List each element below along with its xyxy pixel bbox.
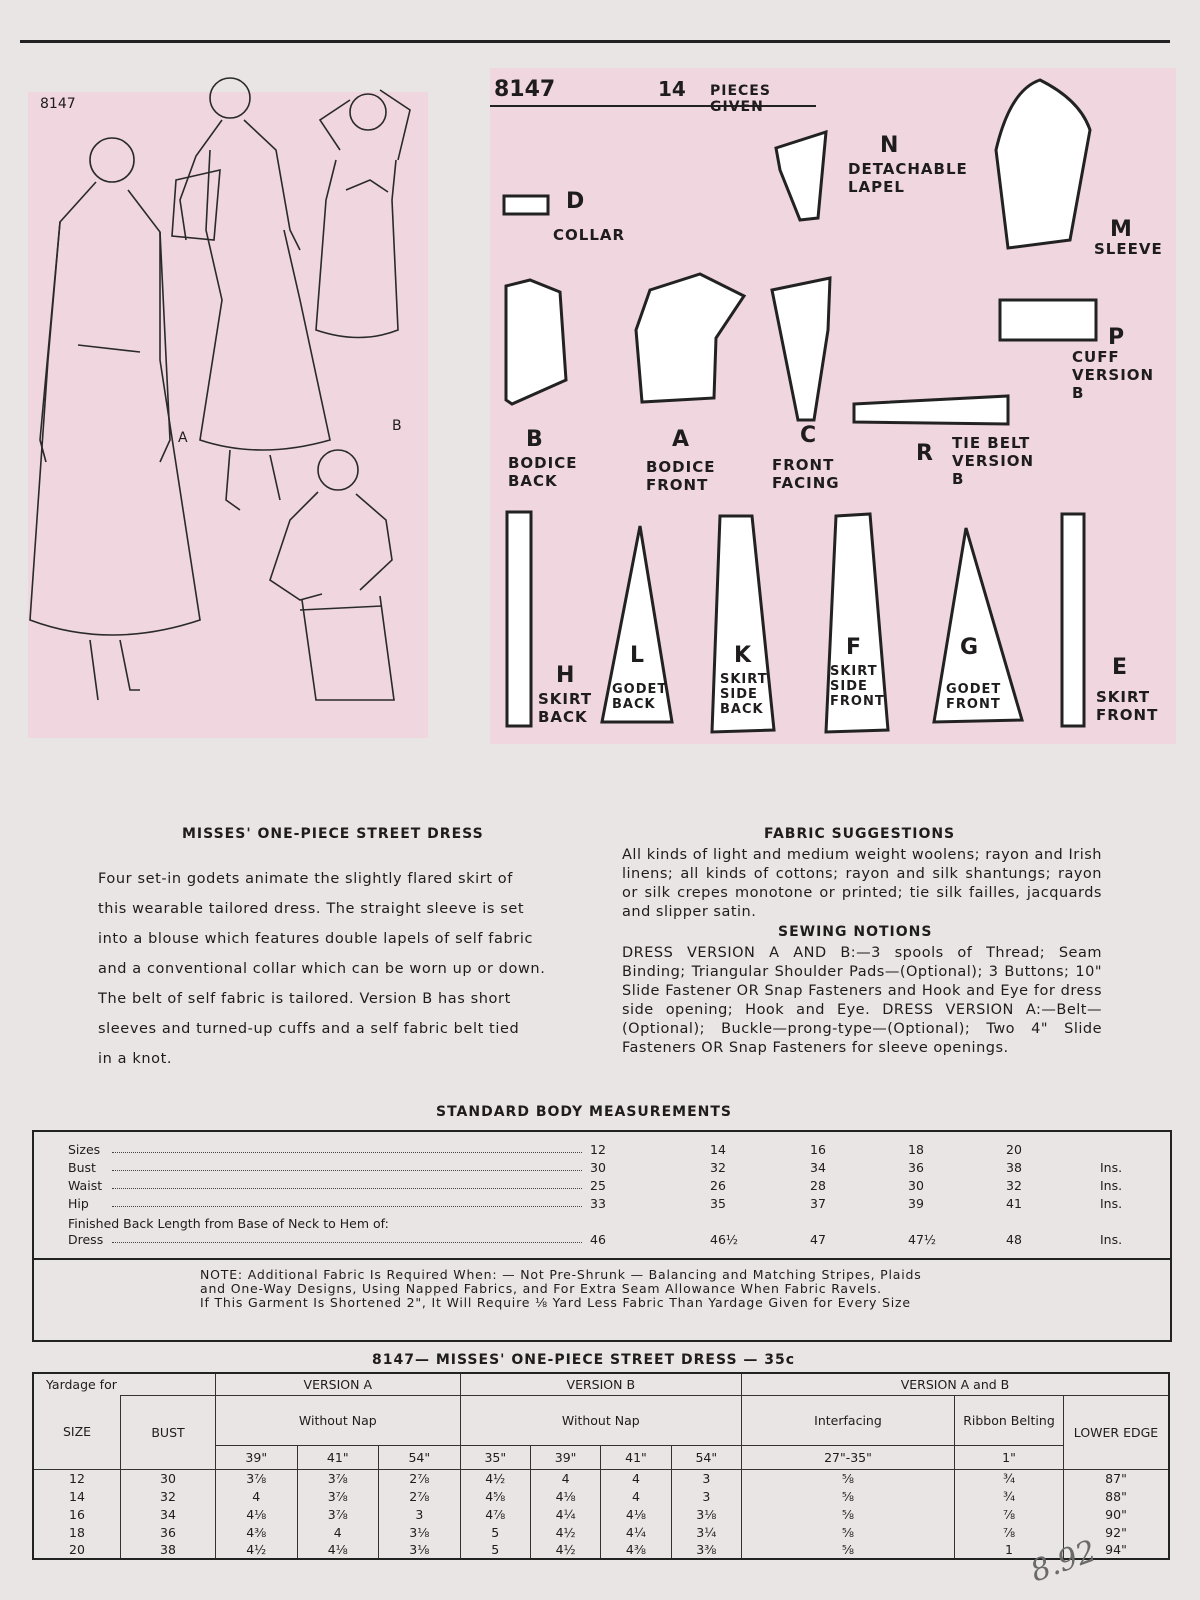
measurements-box [32, 1130, 1172, 1342]
measurement-row [68, 1196, 1148, 1214]
yardage-bust: 38 [121, 1541, 216, 1559]
yardage-version-a-value: 3⅛ [379, 1541, 461, 1559]
width-interfacing: 27"-35" [741, 1445, 954, 1469]
measurement-label: Waist [68, 1178, 103, 1193]
measurement-value: 37 [810, 1196, 826, 1211]
width-b-39: 39" [530, 1445, 600, 1469]
yardage-version-b-value: 3 [671, 1469, 741, 1487]
yardage-version-a-value: 3⅛ [379, 1523, 461, 1541]
size-header: SIZE [33, 1395, 121, 1469]
yardage-interfacing: ⅝ [741, 1541, 954, 1559]
yardage-version-b-value: 4 [530, 1469, 600, 1487]
measurement-value: 47½ [908, 1232, 937, 1247]
pattern-pieces-diagram [0, 0, 1200, 760]
measurement-unit: Ins. [1100, 1232, 1123, 1247]
yardage-title: 8147— MISSES' ONE-PIECE STREET DRESS — 35c [372, 1352, 796, 1368]
yardage-bust: 32 [121, 1487, 216, 1505]
yardage-version-b-value: 4 [601, 1469, 671, 1487]
piece-l-letter: L [630, 643, 646, 668]
yardage-version-a-value: 3⅞ [297, 1505, 379, 1523]
piece-b-letter: B [526, 427, 544, 452]
measurement-row [68, 1232, 1148, 1250]
note-line: NOTE: Additional Fabric Is Required When: — Not Pre-Shrunk — Balancing and Matching Stripes, Plaids [200, 1267, 922, 1282]
notions-title: SEWING NOTIONS [778, 924, 933, 940]
yardage-version-a-value: 2⅞ [379, 1487, 461, 1505]
finished-length-label: Finished Back Length from Base of Neck to Hem of: [68, 1216, 389, 1231]
piece-d-name: COLLAR [553, 226, 626, 244]
description-line: into a blouse which features double lapels of self fabric [98, 931, 534, 947]
fabric-text: All kinds of light and medium weight woolens; rayon and Irish linens; all kinds of cottons; rayon and silk shantungs; rayon or silk crepes monotone or printed; tie silk failles, jacquards and slipper satin. [622, 847, 1102, 920]
measurement-value: 20 [1006, 1142, 1022, 1157]
measurements-note [200, 1268, 1100, 1310]
measurement-row [68, 1178, 1148, 1196]
measurement-value: 32 [1006, 1178, 1022, 1193]
measurement-unit: Ins. [1100, 1160, 1123, 1175]
measurement-value: 46 [590, 1232, 606, 1247]
yardage-row [33, 1523, 1169, 1541]
piece-g-letter: G [960, 635, 980, 660]
yardage-lower-edge: 88" [1064, 1487, 1170, 1505]
pieces-given-label: PIECES GIVEN [710, 83, 771, 115]
piece-c-letter: C [800, 423, 818, 448]
width-a-54: 54" [379, 1445, 461, 1469]
yardage-version-a-value: 4½ [216, 1541, 298, 1559]
measurement-value: 47 [810, 1232, 826, 1247]
yardage-version-b-value: 4½ [530, 1523, 600, 1541]
view-b-label: B [392, 418, 402, 434]
measurement-value: 30 [590, 1160, 606, 1175]
piece-r-tie-belt-shape [854, 396, 1008, 424]
piece-k-name: SKIRT SIDE BACK [720, 672, 768, 717]
measurement-value: 30 [908, 1178, 924, 1193]
yardage-size: 16 [33, 1505, 121, 1523]
ribbon-belting-header: Ribbon Belting [955, 1395, 1064, 1445]
yardage-ribbon: 1 [955, 1541, 1064, 1559]
yardage-version-b-value: 4⅞ [460, 1505, 530, 1523]
piece-r-letter: R [916, 441, 934, 466]
measurement-value: 34 [810, 1160, 826, 1175]
piece-d-collar-shape [504, 196, 548, 214]
yardage-version-b-value: 4¼ [601, 1523, 671, 1541]
width-b-41: 41" [601, 1445, 671, 1469]
piece-p-name: CUFF VERSION B [1072, 348, 1155, 402]
yardage-version-b-value: 4⅜ [601, 1541, 671, 1559]
yardage-version-b-value: 4⅛ [530, 1487, 600, 1505]
yardage-version-b-value: 3⅛ [671, 1505, 741, 1523]
piece-r-name: TIE BELT VERSION B [952, 434, 1035, 488]
piece-l-name: GODET BACK [612, 682, 668, 712]
measurement-label: Bust [68, 1160, 96, 1175]
yardage-version-a-value: 3⅞ [216, 1469, 298, 1487]
yardage-size: 20 [33, 1541, 121, 1559]
yardage-interfacing: ⅝ [741, 1505, 954, 1523]
piece-p-cuff-shape [1000, 300, 1096, 340]
piece-m-name: SLEEVE [1094, 240, 1163, 258]
yardage-interfacing: ⅝ [741, 1523, 954, 1541]
width-b-35: 35" [460, 1445, 530, 1469]
yardage-interfacing: ⅝ [741, 1469, 954, 1487]
measurement-value: 25 [590, 1178, 606, 1193]
measurement-value: 32 [710, 1160, 726, 1175]
yardage-row [33, 1541, 1169, 1559]
yardage-version-b-value: 5 [460, 1523, 530, 1541]
piece-e-skirt-front-shape [1062, 514, 1084, 726]
description-title: MISSES' ONE-PIECE STREET DRESS [182, 826, 484, 842]
measurement-label: Dress [68, 1232, 104, 1247]
piece-n-lapel-shape [776, 132, 826, 220]
piece-b-bodice-back-shape [506, 280, 566, 404]
yardage-lower-edge: 90" [1064, 1505, 1170, 1523]
note-line: and One-Way Designs, Using Napped Fabrics, and For Extra Seam Allowance When Fabric Ravels. [200, 1281, 882, 1296]
measurement-value: 36 [908, 1160, 924, 1175]
width-a-39: 39" [216, 1445, 298, 1469]
yardage-version-a-value: 4⅛ [216, 1505, 298, 1523]
piece-e-name: SKIRT FRONT [1096, 688, 1159, 724]
yardage-version-b-value: 4½ [530, 1541, 600, 1559]
yardage-bust: 30 [121, 1469, 216, 1487]
width-ribbon: 1" [955, 1445, 1064, 1469]
measurement-row [68, 1160, 1148, 1178]
piece-d-letter: D [566, 189, 586, 214]
measurement-label: Hip [68, 1196, 89, 1211]
description-line: this wearable tailored dress. The straight sleeve is set [98, 901, 525, 917]
yardage-version-a-value: 4⅛ [297, 1541, 379, 1559]
yardage-version-b-value: 3¼ [671, 1523, 741, 1541]
piece-k-letter: K [734, 643, 753, 668]
yardage-row [33, 1487, 1169, 1505]
yardage-version-b-value: 4¼ [530, 1505, 600, 1523]
piece-e-letter: E [1112, 655, 1129, 680]
yardage-table [32, 1372, 1170, 1560]
pieces-pattern-number: 8147 [494, 77, 556, 102]
piece-h-letter: H [556, 663, 576, 688]
yardage-ribbon: ¾ [955, 1487, 1064, 1505]
measurement-label: Sizes [68, 1142, 101, 1157]
measurement-value: 12 [590, 1142, 606, 1157]
yardage-version-b-value: 3⅜ [671, 1541, 741, 1559]
yardage-bust: 34 [121, 1505, 216, 1523]
dot-leader [112, 1152, 582, 1153]
yardage-size: 14 [33, 1487, 121, 1505]
description-line: and a conventional collar which can be worn up or down. [98, 961, 546, 977]
width-a-41: 41" [297, 1445, 379, 1469]
measurement-unit: Ins. [1100, 1196, 1123, 1211]
yardage-version-a-value: 4 [216, 1487, 298, 1505]
yardage-version-a-value: 4 [297, 1523, 379, 1541]
yardage-version-a-value: 3⅞ [297, 1487, 379, 1505]
piece-n-name: DETACHABLE LAPEL [848, 160, 968, 196]
dot-leader [112, 1170, 582, 1171]
description-line: in a knot. [98, 1051, 173, 1067]
piece-f-letter: F [846, 635, 863, 660]
piece-g-name: GODET FRONT [946, 682, 1002, 712]
description-line: Four set-in godets animate the slightly flared skirt of [98, 871, 513, 887]
dot-leader [112, 1242, 582, 1243]
measurements-divider [34, 1258, 1170, 1260]
yardage-lower-edge: 87" [1064, 1469, 1170, 1487]
measurement-value: 46½ [710, 1232, 739, 1247]
piece-h-skirt-back-shape [507, 512, 531, 726]
yardage-version-b-value: 5 [460, 1541, 530, 1559]
measurement-value: 41 [1006, 1196, 1022, 1211]
width-b-54: 54" [671, 1445, 741, 1469]
yardage-ribbon: ¾ [955, 1469, 1064, 1487]
dot-leader [112, 1188, 582, 1189]
bust-header: BUST [121, 1395, 216, 1469]
yardage-version-a-value: 3⅞ [297, 1469, 379, 1487]
measurements-title: STANDARD BODY MEASUREMENTS [436, 1104, 732, 1120]
note-line: If This Garment Is Shortened 2", It Will Require ⅛ Yard Less Fabric Than Yardage Given for Every Size [200, 1295, 911, 1310]
measurement-value: 38 [1006, 1160, 1022, 1175]
yardage-version-b-value: 3 [671, 1487, 741, 1505]
piece-a-bodice-front-shape [636, 274, 744, 402]
piece-m-letter: M [1110, 217, 1133, 242]
measurement-row [68, 1142, 1148, 1160]
version-a-nap: Without Nap [216, 1395, 461, 1445]
yardage-version-b-value: 4⅛ [601, 1505, 671, 1523]
piece-n-letter: N [880, 133, 900, 158]
yardage-lower-edge: 94" [1064, 1541, 1170, 1559]
yardage-ribbon: ⅞ [955, 1523, 1064, 1541]
description-line: The belt of self fabric is tailored. Version B has short [98, 991, 511, 1007]
piece-f-name: SKIRT SIDE FRONT [830, 664, 885, 709]
measurement-value: 26 [710, 1178, 726, 1193]
version-b-nap: Without Nap [460, 1395, 741, 1445]
piece-h-name: SKIRT BACK [538, 690, 593, 726]
piece-p-letter: P [1108, 325, 1126, 350]
measurement-value: 35 [710, 1196, 726, 1211]
yardage-version-b-value: 4⅝ [460, 1487, 530, 1505]
version-b-header: VERSION B [460, 1373, 741, 1395]
piece-b-name: BODICE BACK [508, 454, 578, 490]
measurement-value: 16 [810, 1142, 826, 1157]
notions-text: DRESS VERSION A AND B:—3 spools of Thread; Seam Binding; Triangular Shoulder Pads—(Optional); 3 Buttons; 10" Slide Fastener OR Snap Fasteners and Hook and Eye for dress side opening; Hook and Eye. DRESS VERSION A:—Belt—(Optional); Buckle—prong-type—(Optional); Two 4" Slide Fasteners OR Snap Fasteners for sleeve openings. [622, 945, 1102, 1056]
yardage-bust: 36 [121, 1523, 216, 1541]
view-a-label: A [178, 430, 188, 446]
yardage-interfacing: ⅝ [741, 1487, 954, 1505]
yardage-lower-edge: 92" [1064, 1523, 1170, 1541]
description-line: sleeves and turned-up cuffs and a self fabric belt tied [98, 1021, 520, 1037]
piece-a-name: BODICE FRONT [646, 458, 716, 494]
yardage-version-a-value: 2⅞ [379, 1469, 461, 1487]
piece-c-facing-shape [772, 278, 830, 420]
piece-a-letter: A [672, 427, 691, 452]
yardage-for-label: Yardage for [33, 1373, 216, 1395]
measurement-value: 28 [810, 1178, 826, 1193]
yardage-version-a-value: 3 [379, 1505, 461, 1523]
yardage-version-a-value: 4⅜ [216, 1523, 298, 1541]
lower-edge-header: LOWER EDGE [1064, 1395, 1170, 1469]
yardage-version-b-value: 4 [601, 1487, 671, 1505]
measurement-value: 39 [908, 1196, 924, 1211]
fabric-title: FABRIC SUGGESTIONS [764, 826, 956, 842]
description-text [98, 864, 574, 1074]
handwritten-note: 8.92 [1026, 1533, 1101, 1590]
illustration-pattern-number: 8147 [40, 96, 76, 112]
yardage-size: 18 [33, 1523, 121, 1541]
version-ab-header: VERSION A and B [741, 1373, 1169, 1395]
piece-c-name: FRONT FACING [772, 456, 840, 492]
interfacing-header: Interfacing [741, 1395, 954, 1445]
measurement-unit: Ins. [1100, 1178, 1123, 1193]
yardage-row [33, 1505, 1169, 1523]
dot-leader [112, 1206, 582, 1207]
yardage-version-b-value: 4½ [460, 1469, 530, 1487]
yardage-ribbon: ⅞ [955, 1505, 1064, 1523]
measurement-value: 18 [908, 1142, 924, 1157]
measurement-value: 14 [710, 1142, 726, 1157]
yardage-row [33, 1469, 1169, 1487]
pieces-count: 14 [658, 77, 686, 101]
measurement-value: 33 [590, 1196, 606, 1211]
version-a-header: VERSION A [216, 1373, 461, 1395]
piece-m-sleeve-shape [996, 80, 1090, 248]
yardage-size: 12 [33, 1469, 121, 1487]
measurement-value: 48 [1006, 1232, 1022, 1247]
